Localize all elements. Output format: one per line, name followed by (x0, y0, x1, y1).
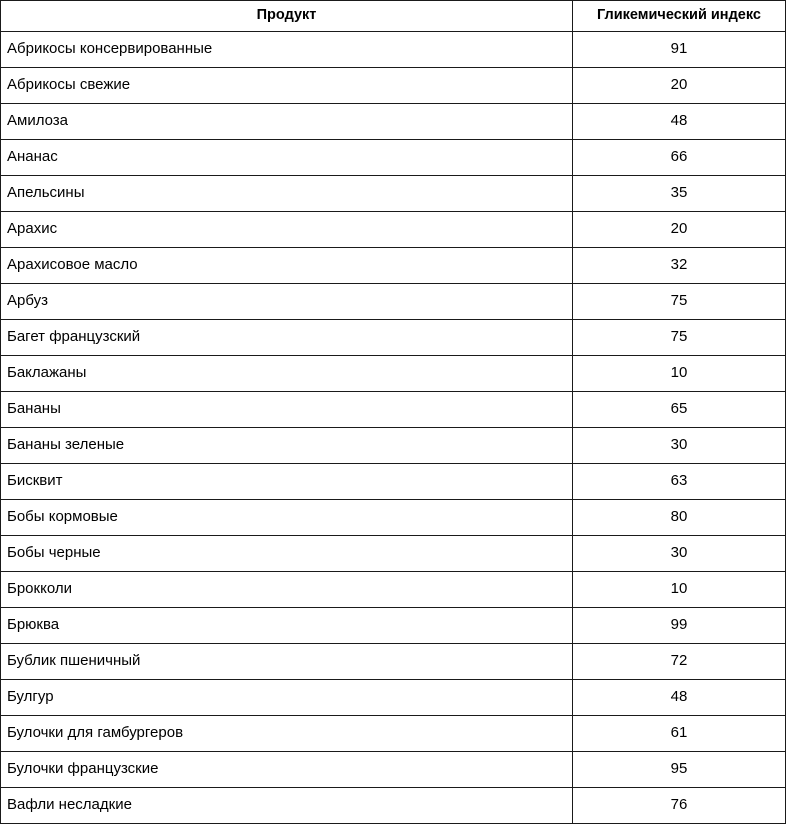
index-value: 35 (670, 184, 688, 202)
cell-product (1, 32, 573, 68)
cell-product (1, 464, 573, 500)
cell-product (1, 644, 573, 680)
column-header-product (1, 1, 573, 32)
product-name: Булгур (7, 688, 54, 706)
table-row (1, 284, 786, 320)
index-value: 20 (670, 220, 688, 238)
product-name: Брюква (7, 616, 60, 634)
cell-index (573, 644, 786, 680)
table-row (1, 608, 786, 644)
cell-index (573, 212, 786, 248)
table-row (1, 788, 786, 824)
product-name: Бананы зеленые (7, 436, 125, 454)
cell-index (573, 716, 786, 752)
cell-product (1, 68, 573, 104)
product-name: Бисквит (7, 472, 63, 490)
cell-product (1, 716, 573, 752)
cell-index (573, 680, 786, 716)
product-name: Булочки для гамбургеров (7, 724, 184, 742)
index-value: 80 (670, 508, 688, 526)
cell-index (573, 248, 786, 284)
cell-product (1, 104, 573, 140)
index-value: 48 (670, 688, 688, 706)
cell-product (1, 752, 573, 788)
table-row (1, 392, 786, 428)
index-value: 91 (670, 40, 688, 58)
cell-index (573, 536, 786, 572)
cell-index (573, 788, 786, 824)
cell-index (573, 32, 786, 68)
index-value: 48 (670, 112, 688, 130)
index-value: 65 (670, 400, 688, 418)
index-value: 30 (670, 544, 688, 562)
column-header-index (573, 1, 786, 32)
cell-product (1, 680, 573, 716)
product-name: Амилоза (7, 112, 69, 130)
table-row (1, 212, 786, 248)
product-name: Абрикосы свежие (7, 76, 131, 94)
table-body (1, 32, 786, 824)
index-value: 76 (670, 796, 688, 814)
product-name: Бобы кормовые (7, 508, 118, 526)
table-row (1, 176, 786, 212)
table-row (1, 248, 786, 284)
product-name: Вафли несладкие (7, 796, 132, 814)
cell-index (573, 608, 786, 644)
product-name: Багет французский (7, 328, 141, 346)
table-row (1, 680, 786, 716)
product-name: Брокколи (7, 580, 72, 598)
cell-product (1, 284, 573, 320)
cell-index (573, 356, 786, 392)
cell-product (1, 176, 573, 212)
table-row (1, 104, 786, 140)
table-row (1, 140, 786, 176)
table-row (1, 464, 786, 500)
cell-index (573, 104, 786, 140)
index-value: 10 (670, 364, 688, 382)
table-row (1, 356, 786, 392)
cell-index (573, 428, 786, 464)
index-value: 95 (670, 760, 688, 778)
index-value: 72 (670, 652, 688, 670)
product-name: Абрикосы консервированные (7, 40, 213, 58)
cell-index (573, 500, 786, 536)
cell-product (1, 788, 573, 824)
cell-index (573, 752, 786, 788)
column-header-product-label: Продукт (256, 7, 317, 24)
index-value: 61 (670, 724, 688, 742)
cell-product (1, 392, 573, 428)
cell-product (1, 572, 573, 608)
index-value: 30 (670, 436, 688, 454)
table-row (1, 500, 786, 536)
index-value: 66 (670, 148, 688, 166)
cell-product (1, 428, 573, 464)
index-value: 75 (670, 292, 688, 310)
table-row (1, 32, 786, 68)
cell-product (1, 212, 573, 248)
cell-product (1, 356, 573, 392)
product-name: Арахис (7, 220, 58, 238)
cell-product (1, 140, 573, 176)
cell-product (1, 608, 573, 644)
cell-product (1, 320, 573, 356)
cell-product (1, 248, 573, 284)
index-value: 99 (670, 616, 688, 634)
product-name: Бобы черные (7, 544, 101, 562)
table-row (1, 644, 786, 680)
cell-index (573, 140, 786, 176)
product-name: Апельсины (7, 184, 85, 202)
table-row (1, 428, 786, 464)
cell-index (573, 392, 786, 428)
product-name: Бублик пшеничный (7, 652, 141, 670)
cell-index (573, 320, 786, 356)
cell-index (573, 284, 786, 320)
index-value: 10 (670, 580, 688, 598)
table-row (1, 320, 786, 356)
table-row (1, 716, 786, 752)
table-row (1, 536, 786, 572)
product-name: Арахисовое масло (7, 256, 138, 274)
cell-index (573, 572, 786, 608)
product-name: Арбуз (7, 292, 48, 310)
index-value: 63 (670, 472, 688, 490)
product-name: Баклажаны (7, 364, 87, 382)
cell-index (573, 176, 786, 212)
table-row (1, 752, 786, 788)
cell-index (573, 464, 786, 500)
index-value: 20 (670, 76, 688, 94)
table-header-row (1, 1, 786, 32)
column-header-index-label: Гликемический индекс (597, 7, 761, 24)
cell-product (1, 500, 573, 536)
cell-index (573, 68, 786, 104)
table-row (1, 68, 786, 104)
index-value: 75 (670, 328, 688, 346)
product-name: Ананас (7, 148, 58, 166)
index-value: 32 (670, 256, 688, 274)
table-row (1, 572, 786, 608)
cell-product (1, 536, 573, 572)
product-name: Булочки французские (7, 760, 159, 778)
product-name: Бананы (7, 400, 61, 418)
table-header (1, 1, 786, 32)
